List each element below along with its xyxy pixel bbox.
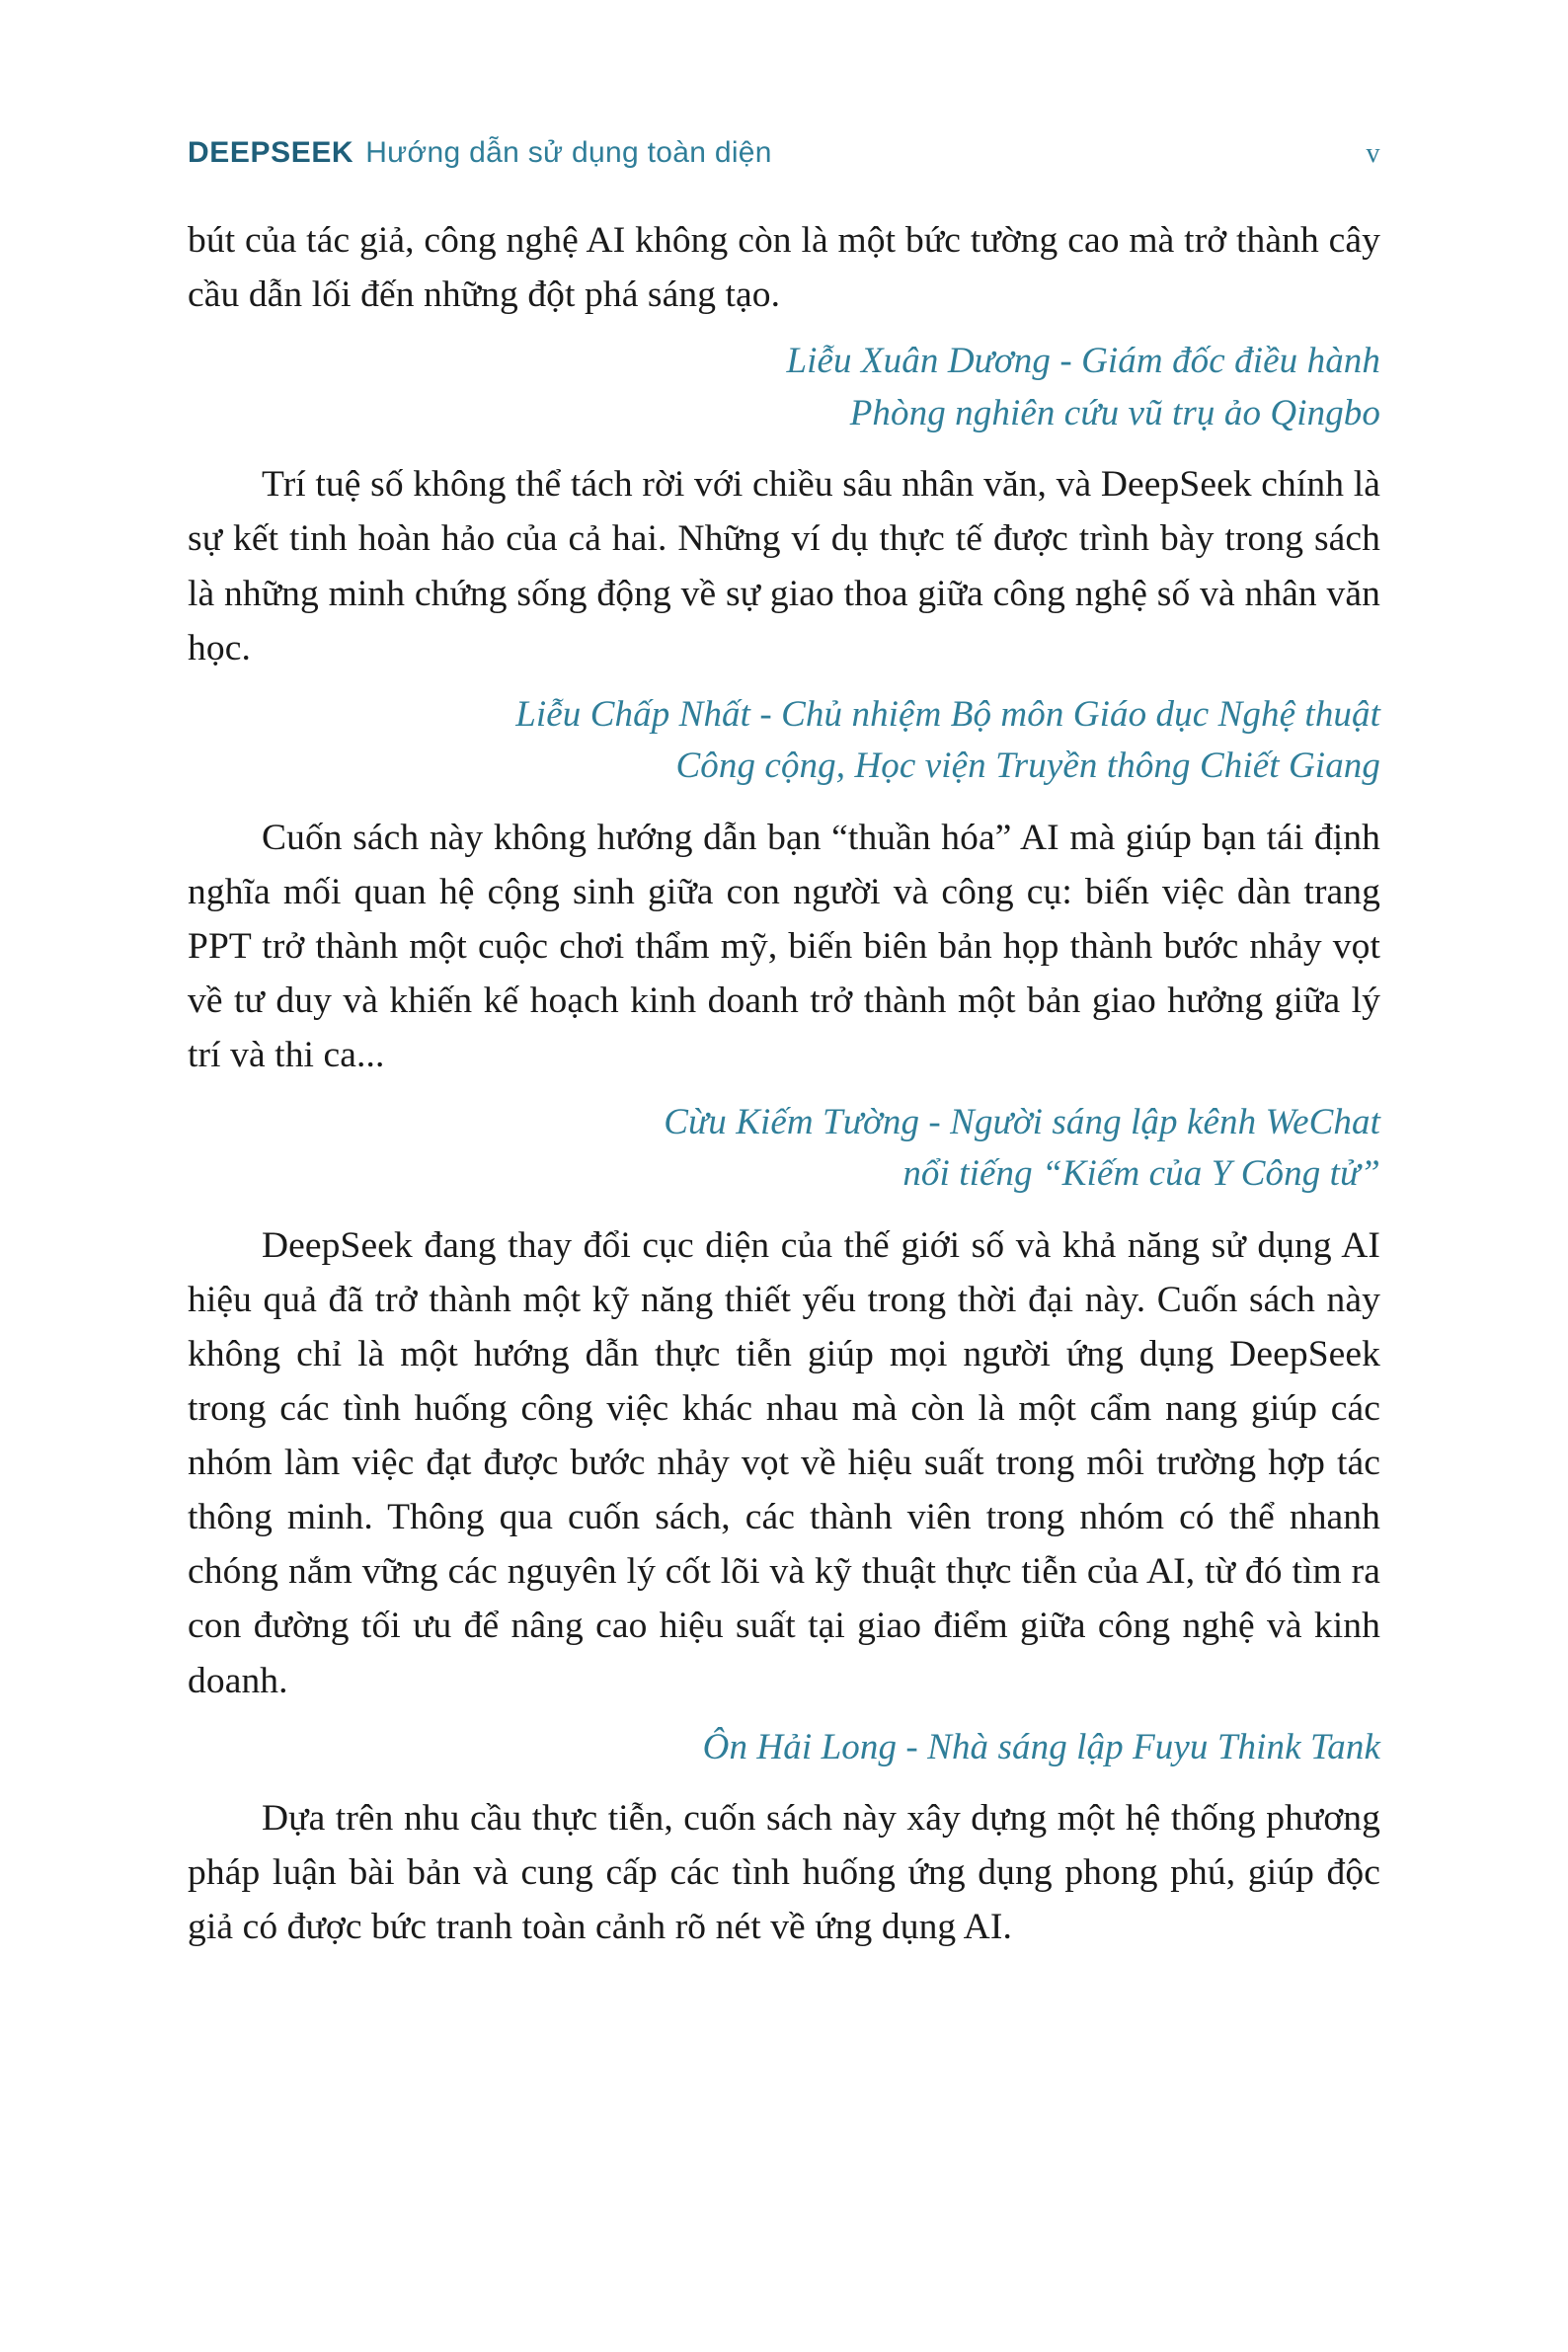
attribution-4 — [188, 1722, 1380, 1774]
page-content — [188, 213, 1380, 1955]
paragraph-3: Cuốn sách này không hướng dẫn bạn “thuần hóa” AI mà giúp bạn tái định nghĩa mối quan hệ cộng sinh giữa con người và công cụ: biến việc dàn trang PPT trở thành một cuộc chơi thẩm mỹ, biến biên bản họp thành bước nhảy vọt về tư duy và khiến kế hoạch kinh doanh trở thành một bản giao hưởng giữa lý trí và thi ca... — [188, 817, 1380, 1076]
brand-label: DEEPSEEK — [188, 136, 354, 169]
attribution-3-line-1: Cừu Kiếm Tường - Người sáng lập kênh WeChat — [664, 1101, 1380, 1142]
running-head — [188, 136, 1380, 180]
attribution-2 — [188, 689, 1380, 793]
paragraph-5: Dựa trên nhu cầu thực tiễn, cuốn sách này xây dựng một hệ thống phương pháp luận bài bản và cung cấp các tình huống ứng dụng phong phú, giúp độc giả có được bức tranh toàn cảnh rõ nét về ứng dụng AI. — [188, 1798, 1380, 1948]
book-subtitle: Hướng dẫn sử dụng toàn diện — [365, 136, 772, 169]
attribution-1-line-1: Liễu Xuân Dương - Giám đốc điều hành — [786, 341, 1380, 382]
paragraph-1: bút của tác giả, công nghệ AI không còn là một bức tường cao mà trở thành cây cầu dẫn lối đến những đột phá sáng tạo. — [188, 220, 1380, 316]
running-head-left — [188, 136, 772, 170]
attribution-1-line-2: Phòng nghiên cứu vũ trụ ảo Qingbo — [849, 392, 1380, 433]
paragraph-4: DeepSeek đang thay đổi cục diện của thế giới số và khả năng sử dụng AI hiệu quả đã trở thành một kỹ năng thiết yếu trong thời đại này. Cuốn sách này không chỉ là một hướng dẫn thực tiễn giúp mọi người ứng dụng DeepSeek trong các tình huống công việc khác nhau mà còn là một cẩm nang giúp các nhóm làm việc đạt được bước nhảy vọt về hiệu suất trong môi trường hợp tác thông minh. Thông qua cuốn sách, các thành viên trong nhóm có thể nhanh chóng nắm vững các nguyên lý cốt lõi và kỹ thuật thực tiễn của AI, từ đó tìm ra con đường tối ưu để nâng cao hiệu suất tại giao điểm giữa công nghệ và kinh doanh. — [188, 1224, 1380, 1701]
paragraph-2: Trí tuệ số không thể tách rời với chiều sâu nhân văn, và DeepSeek chính là sự kết tinh hoàn hảo của cả hai. Những ví dụ thực tế được trình bày trong sách là những minh chứng sống động về sự giao thoa giữa công nghệ số và nhân văn học. — [188, 464, 1380, 668]
attribution-2-line-1: Liễu Chấp Nhất - Chủ nhiệm Bộ môn Giáo dục Nghệ thuật — [515, 693, 1380, 735]
page-number: v — [1366, 138, 1380, 169]
attribution-1 — [188, 336, 1380, 439]
attribution-4-line-1: Ôn Hải Long - Nhà sáng lập Fuyu Think Tank — [702, 1726, 1380, 1767]
attribution-2-line-2: Công cộng, Học viện Truyền thông Chiết Giang — [675, 745, 1380, 787]
attribution-3 — [188, 1097, 1380, 1201]
attribution-3-line-2: nổi tiếng “Kiếm của Y Công tử” — [902, 1153, 1380, 1195]
